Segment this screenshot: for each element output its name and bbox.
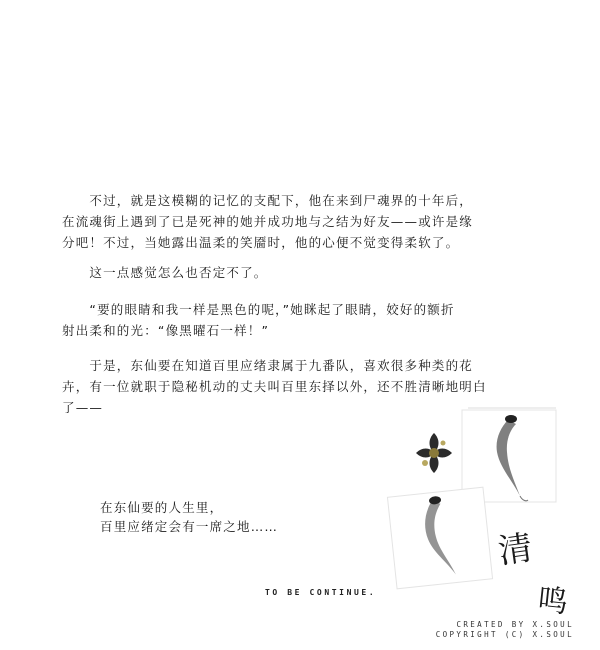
paragraph-1	[62, 190, 522, 253]
paragraph-line: 这一点感觉怎么也否定不了。	[62, 265, 268, 280]
paragraph-3	[62, 299, 522, 341]
closing-lines	[100, 498, 278, 536]
ink-fish-icon	[423, 499, 456, 577]
to-be-continued: TO BE CONTINUE.	[265, 588, 377, 597]
ink-fish-frame-bottom	[387, 487, 492, 589]
paragraph-line: 不过，就是这模糊的记忆的支配下，他在来到尸魂界的十年后，	[62, 193, 474, 208]
ink-fish-icon	[497, 420, 520, 496]
paragraph-4	[62, 355, 522, 418]
paragraph-line: 分吧！不过，当她露出温柔的笑靥时，他的心便不觉变得柔软了。	[62, 235, 460, 250]
ornament-emblem-icon	[416, 433, 452, 473]
paragraph-line: 射出柔和的光：“像黑曜石一样！”	[62, 323, 270, 338]
ink-fish-frame-top	[462, 408, 556, 502]
closing-line: 在东仙要的人生里，	[100, 500, 224, 515]
calligraphy-char-qing: 清	[495, 527, 536, 573]
credit-copyright: COPYRIGHT (C) X.SOUL	[435, 630, 574, 639]
credits	[436, 620, 574, 640]
calligraphy-char-ming: 鸣	[535, 582, 570, 621]
paragraph-line: 卉，有一位就职于隐秘机动的丈夫叫百里东择以外，还不胜清晰地明白	[62, 379, 487, 394]
paragraph-line: “要的眼睛和我一样是黑色的呢，”她眯起了眼睛，姣好的额折	[62, 302, 455, 317]
credit-created-by: CREATED BY X.SOUL	[456, 620, 574, 629]
paragraph-2	[62, 262, 522, 283]
paragraph-line: 于是，东仙要在知道百里应绪隶属于九番队，喜欢很多种类的花	[62, 358, 474, 373]
closing-line: 百里应绪定会有一席之地……	[100, 519, 279, 534]
paragraph-line: 了——	[62, 400, 104, 415]
paragraph-line: 在流魂街上遇到了已是死神的她并成功地与之结为好友——或许是缘	[62, 214, 474, 229]
